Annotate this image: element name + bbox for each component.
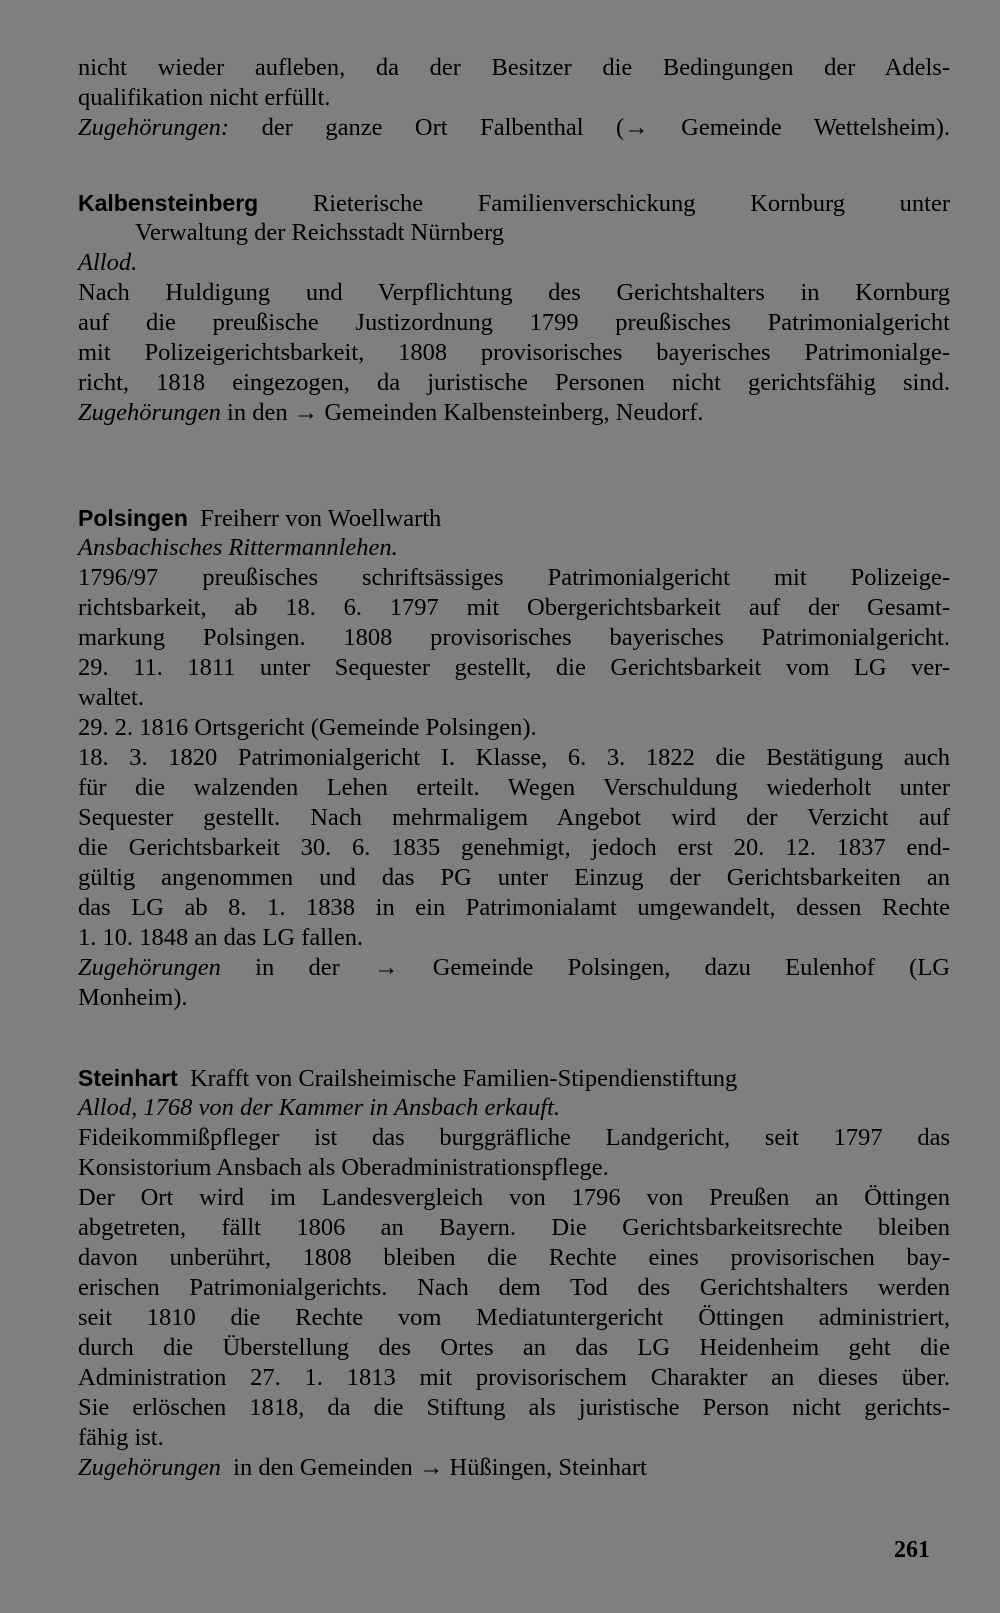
zugehoerungen-text: der ganze Ort Falbenthal (→ Gemeinde Wettelsheim). (261, 114, 950, 141)
text-line: für die walzenden Lehen erteilt. Wegen Verschuldung wiederholt unter (78, 774, 950, 801)
zugehoerungen-line (78, 953, 950, 983)
entry-heading (78, 188, 950, 218)
zugehoerungen-line (78, 398, 950, 428)
entry-heading (78, 1063, 950, 1093)
entry-heading (78, 503, 950, 533)
text-line: Fideikommißpfleger ist das burggräfliche Landgericht, seit 1797 das (78, 1124, 950, 1151)
text-line: abgetreten, fällt 1806 an Bayern. Die Gerichtsbarkeitsrechte bleiben (78, 1214, 950, 1241)
zugehoerungen-label: Zugehörungen: (78, 114, 230, 141)
zugehoerungen-text: in der → Gemeinde Polsingen, dazu Eulenhof (LG (255, 954, 951, 981)
entry-title: Kalbensteinberg (78, 190, 259, 216)
text-line: 29. 11. 1811 unter Sequester gestellt, die Gerichtsbarkeit vom LG ver- (78, 654, 950, 681)
zugehoerungen-label: Zugehörungen (78, 399, 221, 426)
text-line: Konsistorium Ansbach als Oberadministrationspflege. (78, 1154, 609, 1181)
entry-owner: Freiherr von Woellwarth (200, 505, 442, 532)
entry-status: Allod, 1768 von der Kammer in Ansbach erkauft. (78, 1094, 561, 1121)
text-line: die Gerichtsbarkeit 30. 6. 1835 genehmigt, jedoch erst 20. 12. 1837 end- (78, 834, 950, 861)
text-line: davon unberührt, 1808 bleiben die Rechte eines provisorischen bay- (78, 1244, 950, 1271)
text-line: 1796/97 preußisches schriftsässiges Patrimonialgericht mit Polizeige- (78, 564, 950, 591)
entry-owner: Krafft von Crailsheimische Familien-Stipendienstiftung (189, 1065, 738, 1092)
entry-owner-continued: Verwaltung der Reichsstadt Nürnberg (135, 219, 504, 246)
text-line: erischen Patrimonialgerichts. Nach dem Tod des Gerichtshalters werden (78, 1274, 950, 1301)
text-line: nicht wieder aufleben, da der Besitzer die Bedingungen der Adels- (78, 54, 950, 81)
text-line: markung Polsingen. 1808 provisorisches bayerisches Patrimonialgericht. (78, 624, 950, 651)
text-line: Der Ort wird im Landesvergleich von 1796 von Preußen an Öttingen (78, 1184, 950, 1211)
text-line: seit 1810 die Rechte vom Mediatuntergericht Öttingen administriert, (78, 1304, 950, 1331)
text-line: durch die Überstellung des Ortes an das LG Heidenheim geht die (78, 1334, 950, 1361)
entry-steinhart (78, 1063, 950, 1483)
text-line: 1. 10. 1848 an das LG fallen. (78, 924, 364, 951)
text-line: fähig ist. (78, 1424, 164, 1451)
text-line: qualifikation nicht erfüllt. (78, 84, 331, 111)
text-line: auf die preußische Justizordnung 1799 preußisches Patrimonialgericht (78, 309, 950, 336)
zugehoerungen-continued: Monheim). (78, 984, 188, 1011)
zugehoerungen-text: in den → Gemeinden Kalbensteinberg, Neudorf. (227, 399, 704, 426)
zugehoerungen-line (78, 113, 950, 143)
text-line: Sie erlöschen 1818, da die Stiftung als juristische Person nicht gerichts- (78, 1394, 950, 1421)
text-line: richt, 1818 eingezogen, da juristische Personen nicht gerichtsfähig sind. (78, 369, 950, 396)
zugehoerungen-text: in den Gemeinden → Hüßingen, Steinhart (233, 1454, 647, 1481)
page-number: 261 (894, 1537, 930, 1563)
intro-block (78, 53, 950, 143)
entry-status: Allod. (78, 249, 138, 276)
entry-owner: Rieterische Familienverschickung Kornburg unter (312, 190, 950, 217)
entry-title: Steinhart (78, 1065, 178, 1091)
text-line: waltet. (78, 684, 144, 711)
text-line: mit Polizeigerichtsbarkeit, 1808 provisorisches bayerisches Patrimonialge- (78, 339, 950, 366)
zugehoerungen-label: Zugehörungen (78, 1454, 221, 1481)
text-line: gültig angenommen und das PG unter Einzug der Gerichtsbarkeiten an (78, 864, 950, 891)
entry-status: Ansbachisches Rittermannlehen. (78, 534, 398, 561)
zugehoerungen-line (78, 1453, 950, 1483)
text-line: das LG ab 8. 1. 1838 in ein Patrimonialamt umgewandelt, dessen Rechte (78, 894, 950, 921)
entry-kalbensteinberg (78, 188, 950, 428)
entry-title: Polsingen (78, 505, 188, 531)
text-line: 18. 3. 1820 Patrimonialgericht I. Klasse, 6. 3. 1822 die Bestätigung auch (78, 744, 950, 771)
text-line: Administration 27. 1. 1813 mit provisorischem Charakter an dieses über. (78, 1364, 950, 1391)
text-line: Nach Huldigung und Verpflichtung des Gerichtshalters in Kornburg (78, 279, 950, 306)
text-line: richtsbarkeit, ab 18. 6. 1797 mit Obergerichtsbarkeit auf der Gesamt- (78, 594, 950, 621)
entry-polsingen (78, 503, 950, 1013)
zugehoerungen-label: Zugehörungen (78, 954, 221, 981)
text-line: Sequester gestellt. Nach mehrmaligem Angebot wird der Verzicht auf (78, 804, 950, 831)
text-line: 29. 2. 1816 Ortsgericht (Gemeinde Polsingen). (78, 714, 537, 741)
